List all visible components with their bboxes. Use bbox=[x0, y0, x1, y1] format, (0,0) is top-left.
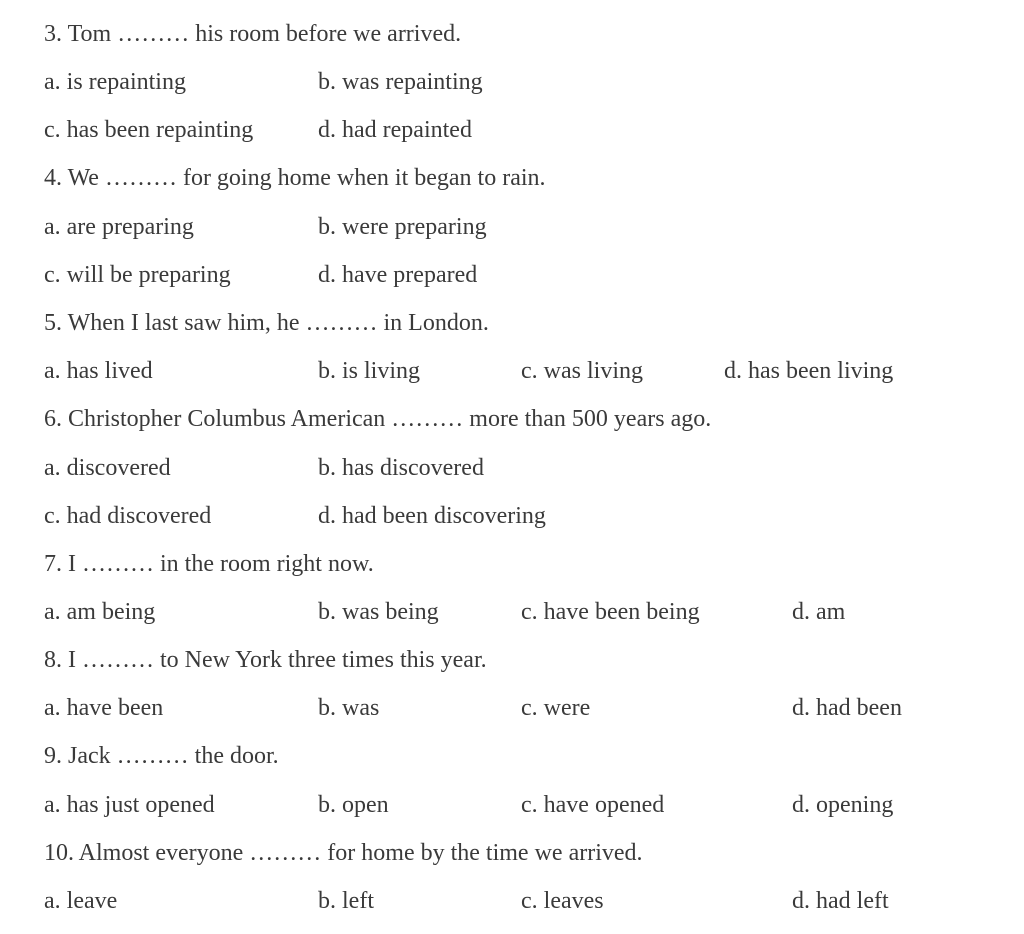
question-7-options-row bbox=[0, 592, 1024, 632]
question-4-stem: 4. We ……… for going home when it began to rain. bbox=[44, 165, 546, 191]
question-10-option-b: b. left bbox=[318, 888, 374, 914]
question-6-stem-row bbox=[0, 399, 1024, 439]
question-9-option-c: c. have opened bbox=[521, 792, 665, 818]
question-8-option-c: c. were bbox=[521, 695, 591, 721]
question-9-options-row bbox=[0, 785, 1024, 825]
question-4-options-row-2 bbox=[0, 255, 1024, 295]
question-4-option-d: d. have prepared bbox=[318, 262, 478, 288]
question-10-option-d: d. had left bbox=[792, 888, 889, 914]
question-10-options-row bbox=[0, 881, 1024, 921]
question-8-stem: 8. I ……… to New York three times this year. bbox=[44, 647, 487, 673]
question-3-option-a: a. is repainting bbox=[44, 69, 186, 95]
question-3-option-d: d. had repainted bbox=[318, 117, 472, 143]
question-4-option-c: c. will be preparing bbox=[44, 262, 231, 288]
question-8-option-d: d. had been bbox=[792, 695, 902, 721]
question-6-option-a: a. discovered bbox=[44, 455, 171, 481]
question-7-option-c: c. have been being bbox=[521, 599, 700, 625]
question-6-option-b: b. has discovered bbox=[318, 455, 484, 481]
question-9-option-d: d. opening bbox=[792, 792, 894, 818]
question-9-stem: 9. Jack ……… the door. bbox=[44, 743, 279, 769]
question-5-option-c: c. was living bbox=[521, 358, 643, 384]
question-7-stem: 7. I ……… in the room right now. bbox=[44, 551, 374, 577]
question-7-stem-row bbox=[0, 544, 1024, 584]
question-8-option-b: b. was bbox=[318, 695, 380, 721]
question-5-options-row bbox=[0, 351, 1024, 391]
question-4-option-a: a. are preparing bbox=[44, 214, 194, 240]
question-5-option-b: b. is living bbox=[318, 358, 421, 384]
question-10-option-a: a. leave bbox=[44, 888, 118, 914]
question-6-option-d: d. had been discovering bbox=[318, 503, 546, 529]
question-10-stem: 10. Almost everyone ……… for home by the time we arrived. bbox=[44, 840, 643, 866]
question-3-options-row-1 bbox=[0, 62, 1024, 102]
question-5-stem: 5. When I last saw him, he ……… in London. bbox=[44, 310, 489, 336]
question-8-options-row bbox=[0, 688, 1024, 728]
question-6-option-c: c. had discovered bbox=[44, 503, 212, 529]
question-8-option-a: a. have been bbox=[44, 695, 164, 721]
question-7-option-a: a. am being bbox=[44, 599, 156, 625]
question-9-stem-row bbox=[0, 736, 1024, 776]
question-9-option-b: b. open bbox=[318, 792, 389, 818]
question-10-option-c: c. leaves bbox=[521, 888, 604, 914]
question-7-option-b: b. was being bbox=[318, 599, 439, 625]
question-3-stem-row bbox=[0, 14, 1024, 54]
question-6-stem: 6. Christopher Columbus American ……… more than 500 years ago. bbox=[44, 406, 712, 432]
question-5-stem-row bbox=[0, 303, 1024, 343]
question-5-option-a: a. has lived bbox=[44, 358, 153, 384]
question-4-stem-row bbox=[0, 158, 1024, 198]
question-3-options-row-2 bbox=[0, 110, 1024, 150]
question-4-option-b: b. were preparing bbox=[318, 214, 487, 240]
question-8-stem-row bbox=[0, 640, 1024, 680]
question-6-options-row-1 bbox=[0, 448, 1024, 488]
question-3-option-c: c. has been repainting bbox=[44, 117, 254, 143]
question-9-option-a: a. has just opened bbox=[44, 792, 215, 818]
question-5-option-d: d. has been living bbox=[724, 358, 894, 384]
question-7-option-d: d. am bbox=[792, 599, 846, 625]
question-3-option-b: b. was repainting bbox=[318, 69, 483, 95]
question-6-options-row-2 bbox=[0, 496, 1024, 536]
question-10-stem-row bbox=[0, 833, 1024, 873]
question-3-stem: 3. Tom ……… his room before we arrived. bbox=[44, 21, 462, 47]
question-4-options-row-1 bbox=[0, 207, 1024, 247]
